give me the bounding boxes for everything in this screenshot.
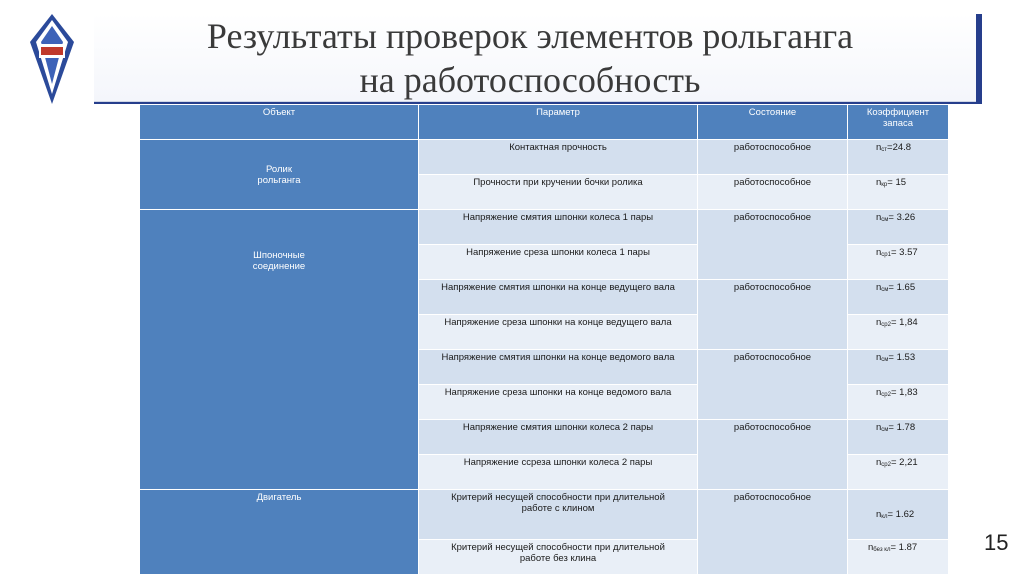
group-motor: Двигатель <box>140 490 419 575</box>
header-coef-line1: Коэффициент <box>866 107 930 118</box>
title-line-2: на работоспособность <box>359 60 701 100</box>
coef-cell: $n_{ср2}= 1,83$ <box>848 385 949 420</box>
group-keys-line2: соединение <box>252 261 306 272</box>
header-coef <box>848 105 949 140</box>
page-number: 15 <box>984 530 1009 555</box>
coef-cell: $n_{кл}= 1.62$ <box>848 490 949 540</box>
coef-cell: $n_{ср2}= 2,21$ <box>848 455 949 490</box>
coef-cell: $n_{без кл}= 1.87$ <box>848 540 949 575</box>
param-cell: Прочности при кручении бочки ролика <box>419 175 698 210</box>
param-cell: Напряжение смятия шпонки на конце ведущего вала <box>419 280 698 315</box>
group-roller <box>140 140 419 210</box>
header-object: Объект <box>140 105 419 140</box>
state-cell: работоспособное <box>698 490 848 575</box>
university-logo <box>30 14 74 104</box>
coef-cell: $n_{ср1}= 3.57$ <box>848 245 949 280</box>
param-cell: Контактная прочность <box>419 140 698 175</box>
slide-title <box>130 14 930 102</box>
group-keys-line1: Шпоночные <box>253 250 305 261</box>
coef-cell: $n_{см}= 1.65$ <box>848 280 949 315</box>
group-roller-line1: Ролик <box>266 163 292 175</box>
group-roller-line2: рольганга <box>257 174 301 186</box>
group-keys <box>140 210 419 490</box>
state-cell: работоспособное <box>698 140 848 175</box>
param-cell: Критерий несущей способности при длительной работе с клином <box>419 490 698 540</box>
state-cell: работоспособное <box>698 280 848 350</box>
state-cell: работоспособное <box>698 175 848 210</box>
state-cell: работоспособное <box>698 350 848 420</box>
coef-cell: $n_{см}= 1.53$ <box>848 350 949 385</box>
param-cell: Критерий несущей способности при длительной работе без клина <box>419 540 698 575</box>
param-cell: Напряжение среза шпонки на конце ведомого вала <box>419 385 698 420</box>
coef-cell: $n_{ср2}= 1,84$ <box>848 315 949 350</box>
state-cell: работоспособное <box>698 420 848 490</box>
coef-cell: $n_{см}= 3.26$ <box>848 210 949 245</box>
header-state: Состояние <box>698 105 848 140</box>
param-cell: Напряжение смятия шпонки на конце ведомого вала <box>419 350 698 385</box>
coef-cell: $n_{см}= 1.78$ <box>848 420 949 455</box>
header-parameter: Параметр <box>419 105 698 140</box>
header-coef-line2: запаса <box>882 118 914 129</box>
param-cell: Напряжение смятия шпонки колеса 2 пары <box>419 420 698 455</box>
param-cell: Напряжение смятия шпонки колеса 1 пары <box>419 210 698 245</box>
results-table <box>139 104 949 575</box>
title-line-1: Результаты проверок элементов рольганга <box>206 16 854 56</box>
coef-cell: $n_{ст}=24.8$ <box>848 140 949 175</box>
coef-cell: $n_{кр}= 15$ <box>848 175 949 210</box>
param-cell: Напряжение среза шпонки колеса 1 пары <box>419 245 698 280</box>
param-cell: Напряжение ссреза шпонки колеса 2 пары <box>419 455 698 490</box>
param-cell: Напряжение среза шпонки на конце ведущего вала <box>419 315 698 350</box>
state-cell: работоспособное <box>698 210 848 280</box>
